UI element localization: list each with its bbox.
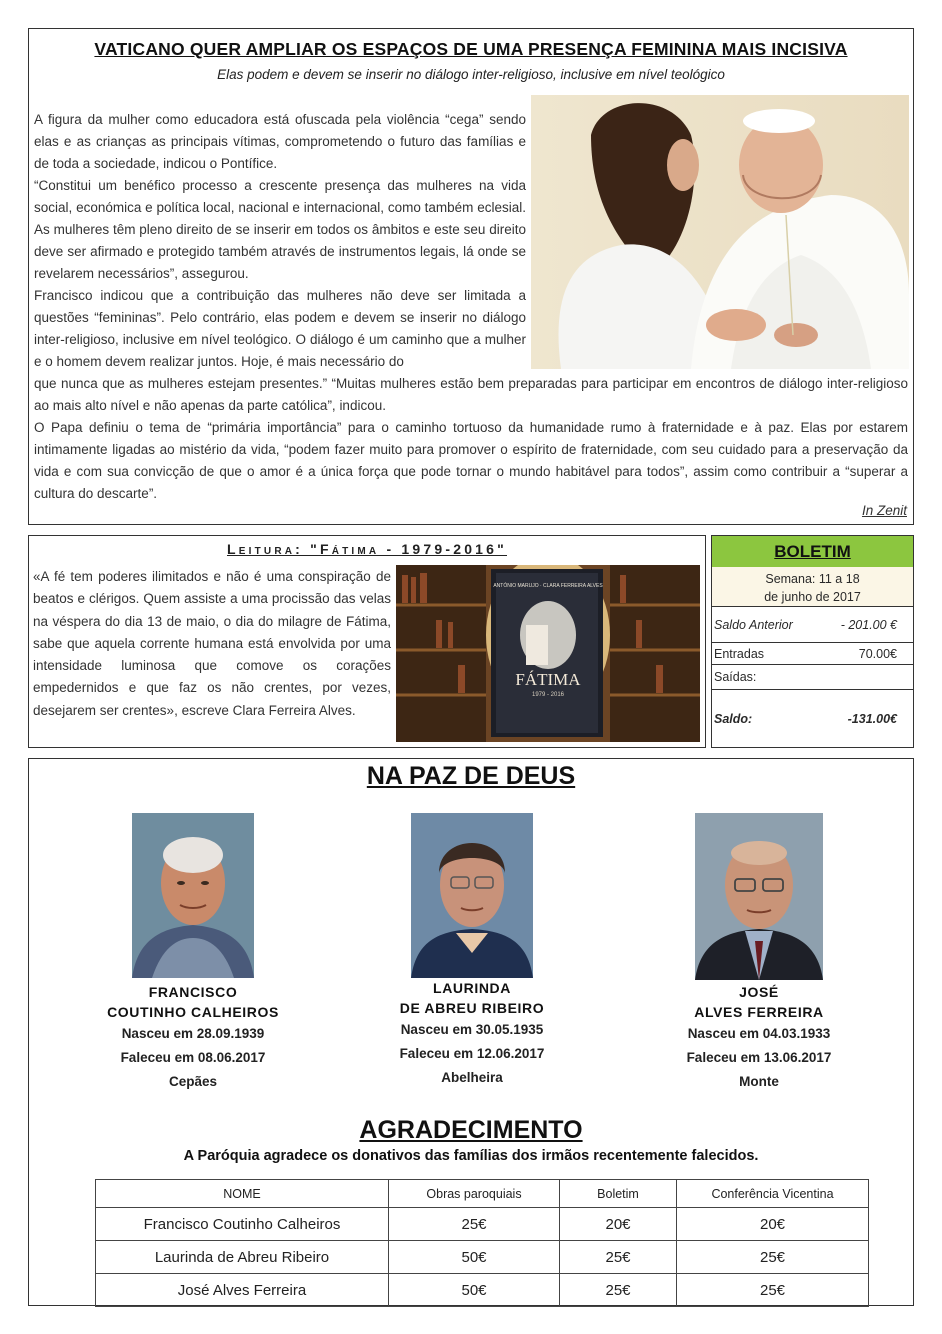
article-paragraph: Francisco indicou que a contribuição das mulheres não deve ser limitada a questões “femininas”. Pelo contrário, elas podem e devem se inserir no diálogo inter-religioso, inclusive em nível teológico. O diálogo é um caminho que a mulher e o homem devem realizar juntos. Hoje, é mais necessário do [34,288,526,369]
person-name-last: ALVES FERREIRA [694,1004,824,1020]
label: Entradas [714,646,765,661]
person-name-last: DE ABREU RIBEIRO [399,1000,545,1016]
leitura-box [28,535,706,748]
value: - 201.00 € [840,617,897,632]
person-name-first: LAURINDA [433,980,511,996]
person-photo [132,813,254,978]
article-subtitle: Elas podem e devem se inserir no diálogo inter-religioso, inclusive em nível teológico [217,67,725,82]
value: -131.00€ [847,711,897,726]
book-title: FÁTIMA [515,670,581,689]
boletim-saldo-anterior [712,607,913,643]
boletim-box [711,535,914,748]
person-name-first: FRANCISCO [148,984,238,1000]
article-title: VATICANO QUER AMPLIAR OS ESPAÇOS DE UMA PRESENÇA FEMININA MAIS INCISIVA [94,39,848,59]
agradecimento-subtitle: A Paróquia agradece os donativos das famílias dos irmãos recentemente falecidos. [183,1148,759,1164]
person-photo [411,813,533,978]
obituary-person [649,813,869,1094]
obituary-person [83,813,303,1094]
table-header-row [96,1180,869,1208]
cell-vicentina: 20€ [677,1208,869,1241]
person-place: Abelheira [441,1070,503,1085]
obituary-person [362,813,582,1090]
person-born: Nasceu em 04.03.1933 [687,1026,831,1041]
boletim-entradas [712,643,913,665]
article-paragraph: “Constitui um benéfico processo a crescente presença das mulheres na vida social, económica e política local, nacional e internacional, como também eclesial. As mulheres têm pleno direito de se inserir em todos os âmbitos e este seu direito deve ser afirmado e protegido também através de instrumentos legais, lá onde se revelarem necessários”, assegurou. [34,178,526,281]
value: 70.00€ [858,646,897,661]
leitura-title: Leitura: "Fátima - 1979-2016" [226,541,507,557]
table-row [96,1241,869,1274]
leitura-text: «A fé tem poderes ilimitados e não é uma conspiração de beatos e clérigos. Quem assiste a uma procissão das velas na véspera do dia 13 de maio, o dia do milagre de Fátima, sabe que aquela corrente humana está envolvida por uma intensidade luminosa que comove os corações empedernidos e que faz os não crentes, por vezes, desejarem ser crentes», escreve Clara Ferreira Alves. [33,569,391,718]
boletim-week-line1: Semana: 11 a 18 [765,572,860,586]
person-photo [695,813,823,980]
cell-name: Laurinda de Abreu Ribeiro [96,1241,389,1274]
boletim-title: BOLETIM [712,536,913,568]
article-source: In Zenit [861,503,907,518]
cell-vicentina: 25€ [677,1241,869,1274]
cell-boletim: 20€ [560,1208,677,1241]
person-place: Monte [739,1074,779,1089]
article-paragraph: O Papa definiu o tema de “primária importância” para o caminho tortuoso da humanidade rumo à fraternidade e à paz. Elas por estarem intimamente ligadas ao mistério da vida, “podem fazer muito para promover o espírito de fraternidade, com seu cuidado para a preservação da vida e com sua convicção de que o amor é a única força que pode tornar o mundo habitável para todos”, assim como contribuir a “superar a cultura do descarte”. [34,420,908,501]
cell-boletim: 25€ [560,1241,677,1274]
label: Saldo Anterior [714,617,793,632]
table-row [96,1208,869,1241]
cell-obras: 50€ [389,1274,560,1307]
boletim-week-line2: de junho de 2017 [764,590,861,604]
person-born: Nasceu em 30.05.1935 [400,1022,544,1037]
article-paragraph: que nunca que as mulheres estejam presentes.” “Muitas mulheres estão bem preparadas para participar em encontros de diálogo inter-religioso ao mais alto nível e não apenas da parte católica”, indicou. [34,376,908,413]
cell-obras: 25€ [389,1208,560,1241]
cell-obras: 50€ [389,1241,560,1274]
obituary-box [28,758,914,1306]
cell-name: José Alves Ferreira [96,1274,389,1307]
obituary-title: NA PAZ DE DEUS [366,762,576,790]
column-header: NOME [96,1180,389,1208]
boletim-saldo [712,690,913,747]
cell-vicentina: 25€ [677,1274,869,1307]
article-paragraph: A figura da mulher como educadora está ofuscada pela violência “cega” sendo elas e as crianças as principais vítimas, comprometendo o futuro das famílias e de toda a sociedade, indicou o Pontífice. [34,112,526,171]
agradecimento-title: AGRADECIMENTO [359,1116,583,1144]
donations-table [95,1179,869,1307]
person-died: Faleceu em 08.06.2017 [120,1050,266,1065]
boletim-week [712,567,913,607]
cell-name: Francisco Coutinho Calheiros [96,1208,389,1241]
label: Saídas: [714,670,757,684]
person-born: Nasceu em 28.09.1939 [121,1026,265,1041]
article-body-column [34,109,526,373]
person-name-last: COUTINHO CALHEIROS [107,1004,279,1020]
book-authors: ANTÓNIO MARUJO · CLARA FERREIRA ALVES [493,583,603,589]
pope-photo [531,95,909,369]
article-body-wide [34,373,908,505]
column-header: Conferência Vicentina [677,1180,869,1208]
fatima-book-image [396,565,700,742]
person-place: Cepães [168,1074,218,1089]
cell-boletim: 25€ [560,1274,677,1307]
book-years: 1979 - 2016 [531,692,565,698]
person-name-first: JOSÉ [739,984,779,1000]
column-header: Boletim [560,1180,677,1208]
table-row [96,1274,869,1307]
label: Saldo: [714,711,753,726]
article-box [28,28,914,525]
boletim-saidas [712,665,913,690]
column-header: Obras paroquiais [389,1180,560,1208]
person-died: Faleceu em 13.06.2017 [686,1050,832,1065]
person-died: Faleceu em 12.06.2017 [399,1046,545,1061]
